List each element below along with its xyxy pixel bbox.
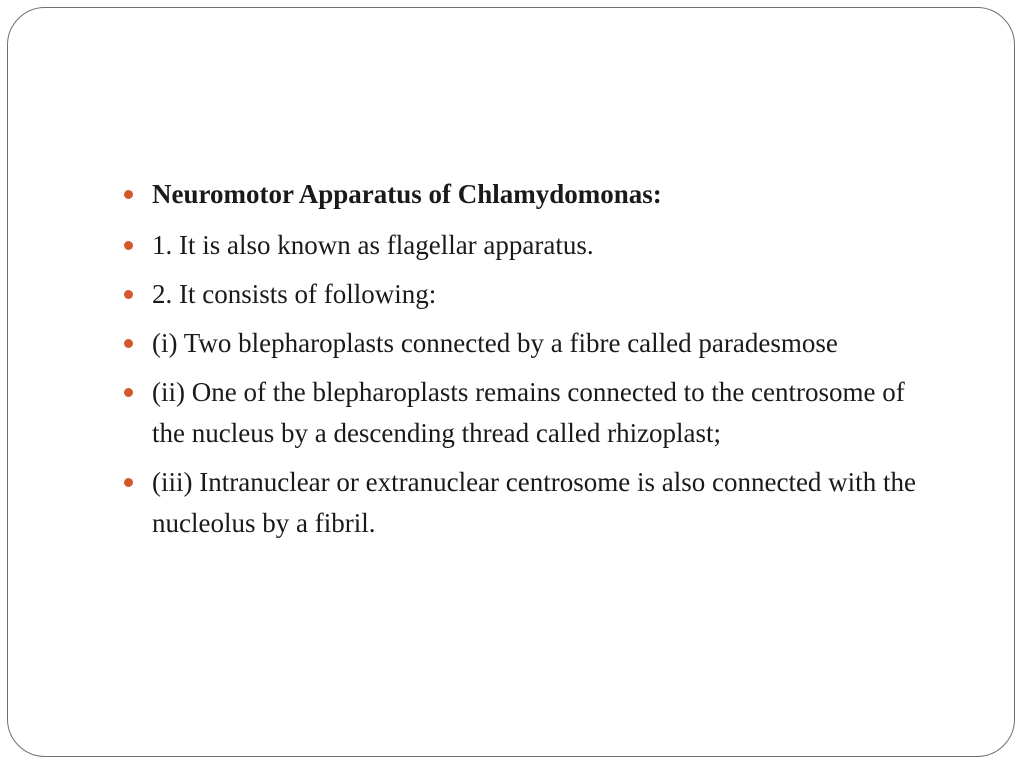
- bullet-icon: [124, 241, 133, 250]
- bullet-icon: [124, 339, 133, 348]
- bullet-icon: [124, 388, 133, 397]
- bullet-icon: [124, 478, 133, 487]
- bullet-text: (i) Two blepharoplasts connected by a fibre called paradesmose: [152, 328, 838, 358]
- slide-content: [120, 174, 940, 552]
- bullet-list: [120, 174, 940, 544]
- bullet-text: 2. It consists of following:: [152, 279, 437, 309]
- bullet-text: (ii) One of the blepharoplasts remains connected to the centrosome of the nucleus by a descending thread called rhizoplast;: [152, 377, 905, 448]
- slide-frame: [7, 7, 1015, 757]
- list-item: [120, 372, 940, 454]
- bullet-text: (iii) Intranuclear or extranuclear centrosome is also connected with the nucleolus by a fibril.: [152, 467, 916, 538]
- bullet-title-text: Neuromotor Apparatus of Chlamydomonas:: [152, 179, 662, 209]
- list-item: [120, 462, 940, 544]
- bullet-text: 1. It is also known as flagellar apparatus.: [152, 230, 594, 260]
- list-item: [120, 274, 940, 315]
- bullet-icon: [124, 290, 133, 299]
- list-item: [120, 225, 940, 266]
- bullet-icon: [124, 190, 133, 199]
- list-item: [120, 323, 940, 364]
- list-item: [120, 174, 940, 215]
